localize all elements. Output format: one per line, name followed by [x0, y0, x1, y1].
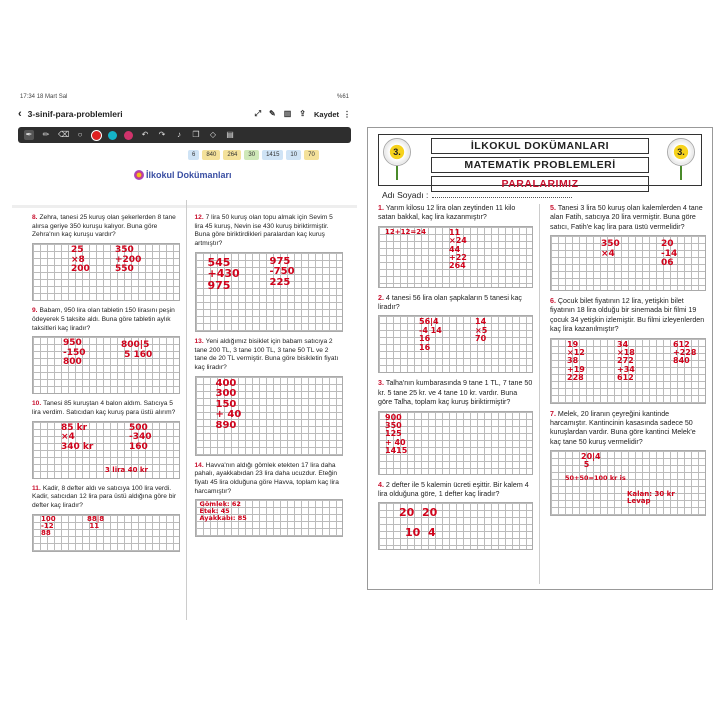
problem-10: 10. Tanesi 85 kuruştan 4 balon aldım. Satıcıya 5 lira verdim. Satıcıdan kaç kuruş para üstü alırım?	[32, 400, 176, 416]
worksheet-header	[378, 134, 702, 190]
status-date: 18 Mart Sal	[36, 94, 68, 100]
problem-9: 9. Babam, 950 lira olan tabletin 150 lirasını peşin ödeyerek 5 taksite aldı. Buna göre tabletin aylık taksitleri kaç liradır?	[32, 307, 175, 332]
problem-6: 6. Çocuk bilet fiyatının 12 lira, yetişkin bilet fiyatının 18 lira olduğu bir sinemada bir filmi 19 çocuk 34 yetişkin izlemiştir. Bu filmi izleyenlerden kaç lira kazanılmıştır?	[550, 297, 705, 334]
worksheet-page	[367, 127, 713, 590]
answer-chip: 6	[188, 150, 199, 160]
problem-4: 4. 2 defter ile 5 kalemin ücreti eşittir. Bir kalem 4 lira olduğuna göre, 1 defter kaç liradır?	[378, 480, 529, 498]
answer-grid[interactable]: 12+12=24 11 ×24 44 +22 264	[378, 226, 533, 288]
answer-grid[interactable]: 25 ×8 200 350 +200 550	[32, 243, 180, 301]
answer-grid[interactable]: 100 -12 88 88|8 11	[32, 514, 180, 552]
answer-grid[interactable]: Gömlek: 62 Etek: 45 Ayakkabı: 85	[195, 499, 344, 537]
layout-icon[interactable]: ▥	[283, 109, 292, 118]
flower-logo-icon	[134, 170, 144, 180]
pages-icon[interactable]: ▤	[226, 130, 234, 139]
back-arrow-icon[interactable]: ‹	[18, 108, 22, 120]
answer-grid[interactable]: 19 ×12 38 +19 228 34 ×18 272 +34 612 612 +228 840	[550, 338, 706, 404]
header-topic: PARALARIMIZ	[431, 176, 649, 192]
share-icon[interactable]: ⇪	[299, 109, 306, 118]
pen-icon[interactable]: ✎	[269, 109, 276, 118]
answer-chip: 264	[223, 150, 241, 160]
pen-color-pink[interactable]	[124, 131, 133, 140]
save-button[interactable]: Kaydet	[313, 109, 339, 119]
previous-page-strip	[12, 146, 357, 208]
app-bar	[12, 104, 357, 124]
problem-2: 2. 4 tanesi 56 lira olan şapkaların 5 tanesi kaç liradır?	[378, 293, 522, 312]
problem-7: 7. Melek, 20 liranın çeyreğini kantinde harcamıştır. Kantincinin kasasında sadece 50 kuruşlardan vardır. Buna göre kantinci Melek'e kaç tane 50 kuruş vermelidir?	[550, 409, 696, 446]
answer-chip: 1415	[262, 150, 283, 160]
sunflower-icon: 3.	[383, 138, 413, 182]
status-bar	[12, 90, 357, 104]
answer-grid[interactable]: 56|4 -4 14 16 16 14 ×5 70	[378, 315, 533, 373]
sunflower-icon: 3.	[667, 138, 697, 182]
document-title: 3-sinif-para-problemleri	[27, 109, 123, 119]
tablet-column-left	[24, 200, 187, 620]
worksheet-column-right	[540, 204, 712, 584]
worksheet-column-left	[368, 204, 540, 584]
more-options-icon[interactable]: ⋮	[343, 109, 351, 119]
problem-5: 5. Tanesi 3 lira 50 kuruş olan kalemlerden 4 tane alan Fatih, satıcıya 20 lira vermiştir. Buna göre satıcı, Fatih'e kaç lira para üstü vermelidir?	[550, 204, 703, 231]
tablet-problem-columns	[24, 200, 349, 620]
bell-icon[interactable]: ♪	[177, 130, 181, 139]
answer-grid[interactable]: 545 +430 975 975 -750 225	[195, 252, 344, 332]
answer-chip: 10	[286, 150, 301, 160]
name-field[interactable]: Adı Soyadı :	[368, 186, 712, 204]
lasso-icon[interactable]: ○	[77, 130, 83, 139]
tablet-column-right	[187, 200, 350, 620]
expand-icon[interactable]: ⤢	[254, 109, 262, 118]
header-subtitle: MATEMATİK PROBLEMLERİ	[431, 157, 649, 173]
answer-grid[interactable]: 85 kr ×4 340 kr 500 -340 160 3 lira 40 kr	[32, 421, 180, 479]
answer-number-row	[188, 150, 319, 160]
problem-8: 8. Zehra, tanesi 25 kuruş olan şekerlerden 8 tane alırsa geriye 350 kuruşu kalıyor. Buna göre Zehra'nın kaç kuruşu vardır?	[32, 214, 176, 239]
site-logo: İlkokul Dokümanları	[134, 170, 232, 180]
redo-icon[interactable]: ↷	[158, 130, 166, 139]
problem-12: 12. 7 lira 50 kuruş olan topu almak için Sevim 5 lira 45 kuruş, Nevin ise 430 kuruş biriktirmiştir. Buna göre biriktirdikleri paralardan kaç kuruş artmıştır?	[194, 214, 333, 248]
answer-chip: 840	[202, 150, 220, 160]
answer-grid[interactable]: 950 -150 800 800|5 5 160	[32, 336, 180, 394]
worksheet-columns	[368, 204, 712, 584]
problem-3: 3. Talha'nın kumbarasında 9 tane 1 TL, 7 tane 50 kr. 5 tane 25 kr. ve 4 tane 10 kr. vardır. Buna göre Talha, toplam kaç kuruş biriktirmiştir?	[378, 379, 533, 407]
highlighter-icon[interactable]: ✏	[42, 130, 50, 139]
answer-grid[interactable]: 400 300 150 + 40 890	[195, 376, 344, 456]
answer-grid[interactable]: 900 350 125 + 40 1415	[378, 411, 533, 475]
copy-icon[interactable]: ❐	[192, 130, 200, 139]
eraser-icon[interactable]: ⌫	[58, 130, 70, 139]
undo-icon[interactable]: ↶	[141, 130, 149, 139]
pen-tool-icon[interactable]: ✒	[25, 130, 33, 139]
answer-chip: 30	[244, 150, 259, 160]
problem-11: 11. Kadir, 8 defter aldı ve satıcıya 100 lira verdi. Kadir, satıcıdan 12 lira para üstü aldığına göre bir defter kaç liradır?	[32, 484, 177, 510]
status-time: 17:34	[20, 94, 36, 100]
pen-toolbar	[18, 127, 351, 143]
answer-grid[interactable]: 350 ×4 20 -14 06	[550, 235, 706, 291]
problem-14: 14. Havva'nın aldığı gömlek etekten 17 lira daha pahalı, ayakkabıdan 23 lira daha ucuzdur. Eteğin fiyatı 45 lira olduğuna göre Havva, toplam kaç lira harcamıştır?	[194, 461, 339, 495]
problem-1: 1. Yarım kilosu 12 lira olan zeytinden 11 kilo satan bakkal, kaç lira kazanmıştır?	[378, 204, 516, 222]
pen-color-red[interactable]	[92, 131, 101, 140]
shapes-icon[interactable]: ◇	[209, 130, 217, 139]
header-title: İLKOKUL DOKÜMANLARI	[431, 138, 649, 154]
answer-grid[interactable]: 20 20 10 4	[378, 502, 533, 550]
pen-color-cyan[interactable]	[108, 131, 117, 140]
battery-indicator: %61	[336, 94, 349, 100]
tablet-screenshot	[12, 90, 357, 630]
problem-13: 13. Yeni aldığımız bisiklet için babam satıcıya 2 tane 200 TL, 3 tane 100 TL, 3 tane 50 TL ve 2 tane de 20 TL vermiştir. Buna göre bisikletin fiyatı kaç liradır?	[194, 337, 339, 371]
answer-grid[interactable]: 20|4 5 50+50=100 kr is Kalan: 30 kr Levap	[550, 450, 706, 516]
answer-chip: 70	[304, 150, 319, 160]
